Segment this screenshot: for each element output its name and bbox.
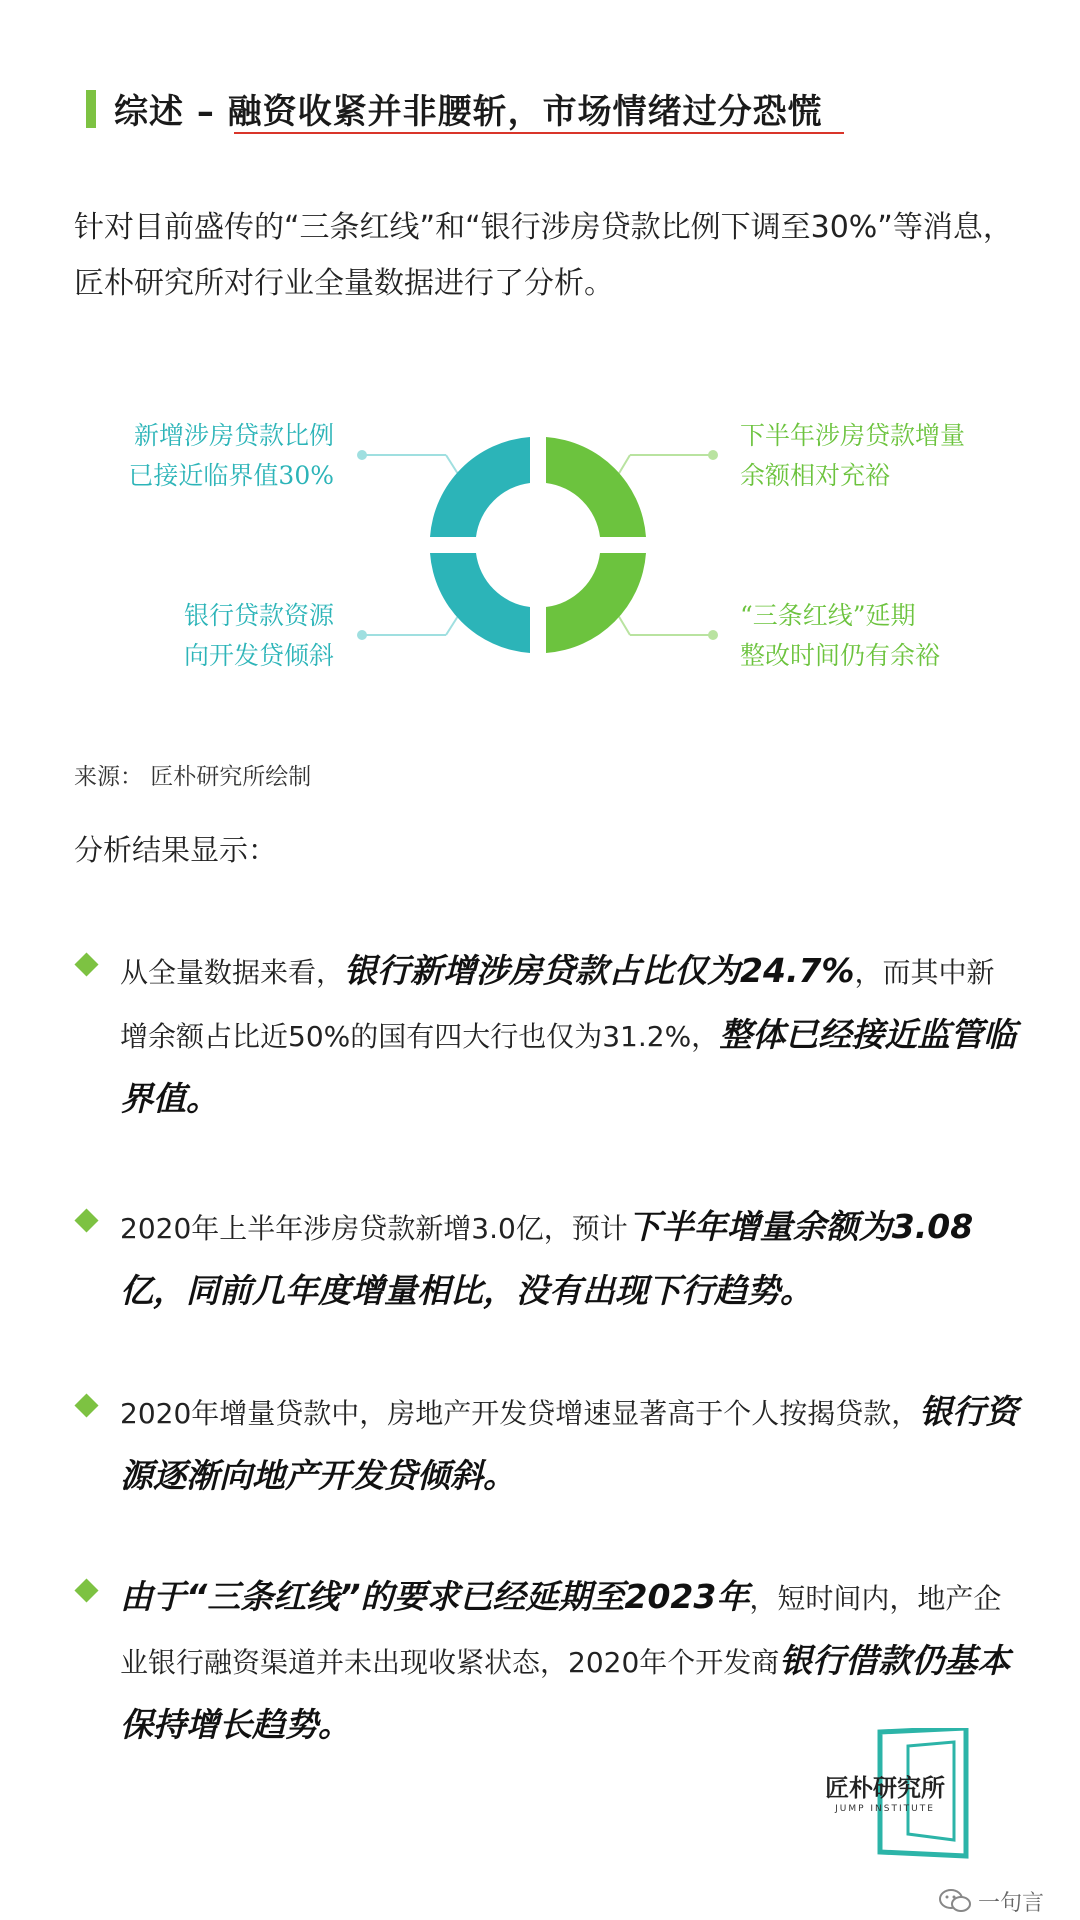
diagram-label-top-left (128, 416, 334, 496)
bullet-item (78, 1196, 1018, 1324)
bullet-emphasis: 下半年增量余额为3.08亿，同前几年度增量相比，没有出现下行趋势。 (120, 1207, 974, 1310)
diagram-label-bottom-right (740, 596, 940, 676)
diamond-bullet-icon (74, 1393, 98, 1417)
diamond-bullet-icon (74, 952, 98, 976)
bullet-plain-text: 2020年增量贷款中，房地产开发贷增速显著高于个人按揭贷款， (120, 1397, 920, 1430)
intro-paragraph: 针对目前盛传的“三条红线”和“银行涉房贷款比例下调至30%”等消息，匠朴研究所对行业全量数据进行了分析。 (74, 210, 1013, 301)
bullet-plain-text: ，短时间内，地产企业银行融资渠道并未出现收紧状态，2020年个开发商 (120, 1582, 1002, 1679)
diagram-label-line: 银行贷款资源 (183, 601, 334, 630)
bullet-text (120, 1381, 1020, 1509)
logo-english-name: JUMP INSTITUTE (835, 1804, 935, 1814)
connector-bottom-right (612, 605, 718, 640)
diamond-bullet-icon (74, 1208, 98, 1232)
diagram-label-top-right (740, 416, 965, 496)
connector-top-left (357, 450, 465, 485)
results-intro: 分析结果显示： (74, 833, 278, 867)
diagram-label-line: 向开发贷倾斜 (183, 641, 334, 670)
bullet-plain-text: 2020年上半年涉房贷款新增3.0亿，预计 (120, 1212, 628, 1245)
bullet-emphasis: 由于“三条红线”的要求已经延期至2023年 (120, 1577, 750, 1616)
ring-quadrant-top-left (430, 437, 530, 537)
ring-quadrant-bottom-right (546, 553, 646, 653)
bullet-emphasis: 银行资源逐渐向地产开发贷倾斜。 (120, 1392, 1019, 1495)
diagram-label-line: 下半年涉房贷款增量 (740, 421, 966, 450)
source-caption: 来源： 匠朴研究所绘制 (74, 764, 312, 790)
bullet-text (120, 1196, 1020, 1324)
heading-underline (234, 132, 844, 134)
diagram-label-line: 余额相对充裕 (740, 461, 891, 490)
summary-diagram (0, 410, 1080, 680)
diamond-bullet-icon (74, 1578, 98, 1602)
diagram-label-bottom-left (184, 596, 334, 676)
bullet-item (78, 940, 1018, 1132)
connector-top-right (612, 450, 718, 485)
bullet-plain-text: 从全量数据来看， (120, 956, 345, 989)
diagram-label-line: “三条红线”延期 (740, 601, 916, 630)
bullet-plain-text: ，而其中新增余额占比近50%的国有四大行也仅为31.2%， (120, 956, 995, 1053)
ring-quadrant-bottom-left (430, 553, 530, 653)
section-heading (86, 84, 846, 134)
bullet-emphasis: 银行借款仍基本保持增长趋势。 (120, 1641, 1011, 1744)
diagram-label-line: 已接近临界值30% (128, 461, 334, 490)
heading-title: 综述 – 融资收紧并非腰斩，市场情绪过分恐慌 (114, 92, 823, 132)
bullet-emphasis: 银行新增涉房贷款占比仅为24.7% (344, 951, 855, 990)
wechat-account-name: 一句言 (978, 1891, 1045, 1916)
connector-bottom-left (357, 605, 465, 640)
bullet-text (120, 940, 1020, 1132)
heading-accent-bar (86, 90, 96, 128)
ring-quadrant-top-right (546, 437, 646, 537)
institute-logo (820, 1728, 970, 1860)
diagram-label-line: 新增涉房贷款比例 (133, 421, 334, 450)
wechat-icon (938, 1888, 972, 1914)
logo-chinese-name: 匠朴研究所 (825, 1773, 945, 1802)
diagram-label-line: 整改时间仍有余裕 (740, 641, 941, 670)
bullet-item (78, 1381, 1018, 1509)
bullet-emphasis: 整体已经接近监管临界值。 (120, 1015, 1017, 1118)
